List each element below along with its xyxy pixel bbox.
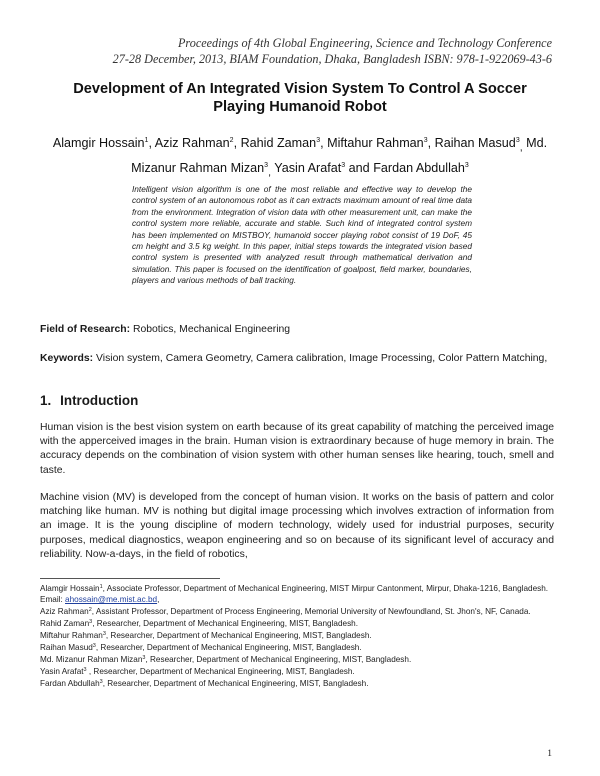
footnote-name: Aziz Rahman xyxy=(40,607,89,616)
author-name: Rahid Zaman xyxy=(240,136,317,150)
author-affiliation: 3 xyxy=(341,161,346,169)
body-paragraph: Machine vision (MV) is developed from the concept of human vision. It works on the basis of pattern and color matching like human. MV is nothing but digital image processing which involves extraction of information from an image. It is the young discipline of modern technology, widely used for industrial purposes, security purposes, medical diagnostics, weapon engineering and so on because of its significant level of accuracy and reliability. Now-a-days, in the field of robotics, xyxy=(40,492,554,560)
footnote-name: Alamgir Hossain xyxy=(40,584,100,593)
author-affiliation: 3 xyxy=(264,161,269,169)
footnote-text: , Assistant Professor, Department of Process Engineering, Memorial University of Newfoundland, St. Jhon's, NF, Canada. xyxy=(91,607,531,616)
footnote xyxy=(40,677,554,689)
keywords-value: Vision system, Camera Geometry, Camera calibration, Image Processing, Color Pattern Matching, xyxy=(93,353,548,364)
footnote-name: Yasin Arafat xyxy=(40,667,84,676)
title-line-2: Playing Humanoid Robot xyxy=(213,99,387,115)
author-list: Alamgir Hossain$^1$, Aziz Rahman$^2$, Rahid Zaman$^3$, Miftahur Rahman$^3$, Raihan Masud$^3_,$ Md. Mizanur Rahman Mizan$^3_,$ Yasin Arafat$^3$ and Fardan Abdullah$^3$ xyxy=(52,136,548,179)
author-name: Md. Mizanur Rahman Mizan xyxy=(131,136,548,175)
title-line-1: Development of An Integrated Vision System To Control A Soccer xyxy=(73,81,527,97)
footnote-sup: 3 xyxy=(83,667,87,673)
footnote xyxy=(40,653,554,665)
author-name: Raihan Masud xyxy=(434,136,516,150)
field-of-research xyxy=(40,323,560,336)
footnote-text: , Associate Professor, Department of Mechanical Engineering, MIST Mirpur Cantonment, Mirpur, Dhaka-1216, Bangladesh. Email: xyxy=(40,584,549,604)
conference-header xyxy=(32,35,552,67)
field-of-research-label: Field of Research: xyxy=(40,324,131,335)
footnote-sup: 3 xyxy=(102,631,106,637)
footnote-text: , Researcher, Department of Mechanical Engineering, MIST, Bangladesh. xyxy=(145,655,412,664)
footnote xyxy=(40,582,554,605)
abstract: Intelligent vision algorithm is one of the most reliable and effective way to develop the control system of an autonomous robot as it can extracts maximum amount of real time data from the environment. Integration of vision data with other measurement unit, can make the control system more reliable, accurate and stable. Such kind of integrated control system has been implemented on MISTBOY, humanoid soccer playing robot consist of 19 DoF, 45 cm height and 3.5 kg weight. In this paper, initial steps towards the integrated vision based control system is presented with analyzed result through mathematical derivation and simulation. This paper is focused on the identification of goalpost, field marker, boundaries, players and various methods of ball tracking. xyxy=(132,184,472,286)
footnote-text: , Researcher, Department of Mechanical Engineering, MIST, Bangladesh. xyxy=(92,619,358,628)
keywords-label: Keywords: xyxy=(40,353,94,364)
header-line-1: Proceedings of 4th Global Engineering, Science and Technology Conference xyxy=(177,36,552,50)
footnote xyxy=(40,629,554,641)
footnote-sup: 3 xyxy=(99,679,103,685)
keywords xyxy=(40,352,554,366)
field-of-research-value: Robotics, Mechanical Engineering xyxy=(130,324,291,335)
author-name: Miftahur Rahman xyxy=(327,136,424,150)
section-heading xyxy=(40,393,138,409)
author-name: Aziz Rahman xyxy=(154,136,230,150)
author-name: Alamgir Hossain xyxy=(52,136,145,150)
author-affiliation: 3 xyxy=(316,137,321,144)
footnote-name: Rahid Zaman xyxy=(40,619,90,628)
footnote-name: Md. Mizanur Rahman Mizan xyxy=(40,655,143,664)
section-number: 1. xyxy=(40,393,52,408)
footnote-sup: 1 xyxy=(99,584,103,590)
footnote-text: , xyxy=(157,595,160,604)
footnote-sup: 2 xyxy=(88,607,92,613)
author-name: Yasin Arafat xyxy=(274,160,342,175)
paper-title xyxy=(40,80,560,116)
footnote-sup: 3 xyxy=(89,619,93,625)
footnote-divider xyxy=(40,578,220,579)
footnote-text: , Researcher, Department of Mechanical Engineering, MIST, Bangladesh. xyxy=(86,667,355,676)
footnote xyxy=(40,641,554,653)
author-affiliation: 3 xyxy=(515,137,520,144)
footnote-name: Fardan Abdullah xyxy=(40,679,100,688)
footnote xyxy=(40,617,554,629)
body-paragraph: Human vision is the best vision system on earth because of its great capability of matching the perceived image with the apperceived images in the brain. Human vision is extraordinary because of huge memory in brain. The accuracy depends on the combination of vision system with other human senses like hearing, touch, smell and taste. xyxy=(40,422,554,476)
footnote-name: Raihan Masud xyxy=(40,643,93,652)
footnote-name: Miftahur Rahman xyxy=(40,631,103,640)
author-affiliation: 3 xyxy=(423,137,428,144)
author-affiliation: 1 xyxy=(144,137,149,144)
footnotes xyxy=(40,582,554,689)
footnote-text: , Researcher, Department of Mechanical Engineering, MIST, Bangladesh. xyxy=(102,679,369,688)
author-affiliation: 3 xyxy=(464,161,469,169)
author-affiliation: 2 xyxy=(229,137,234,144)
footnote xyxy=(40,665,554,677)
footnote-sup: 3 xyxy=(142,655,146,661)
footnote-text: , Researcher, Department of Mechanical Engineering, MIST, Bangladesh. xyxy=(105,631,372,640)
footnote xyxy=(40,605,554,617)
footnote-sup: 3 xyxy=(92,643,96,649)
page-number: 1 xyxy=(547,749,552,759)
section-title: Introduction xyxy=(60,393,139,408)
footnote-text: , Researcher, Department of Mechanical Engineering, MIST, Bangladesh. xyxy=(95,643,362,652)
email-link[interactable]: ahossain@me.mist.ac.bd xyxy=(65,595,158,604)
header-line-2: 27-28 December, 2013, BIAM Foundation, Dhaka, Bangladesh ISBN: 978-1-922069-43-6 xyxy=(112,52,552,66)
author-name: Fardan Abdullah xyxy=(373,160,465,175)
